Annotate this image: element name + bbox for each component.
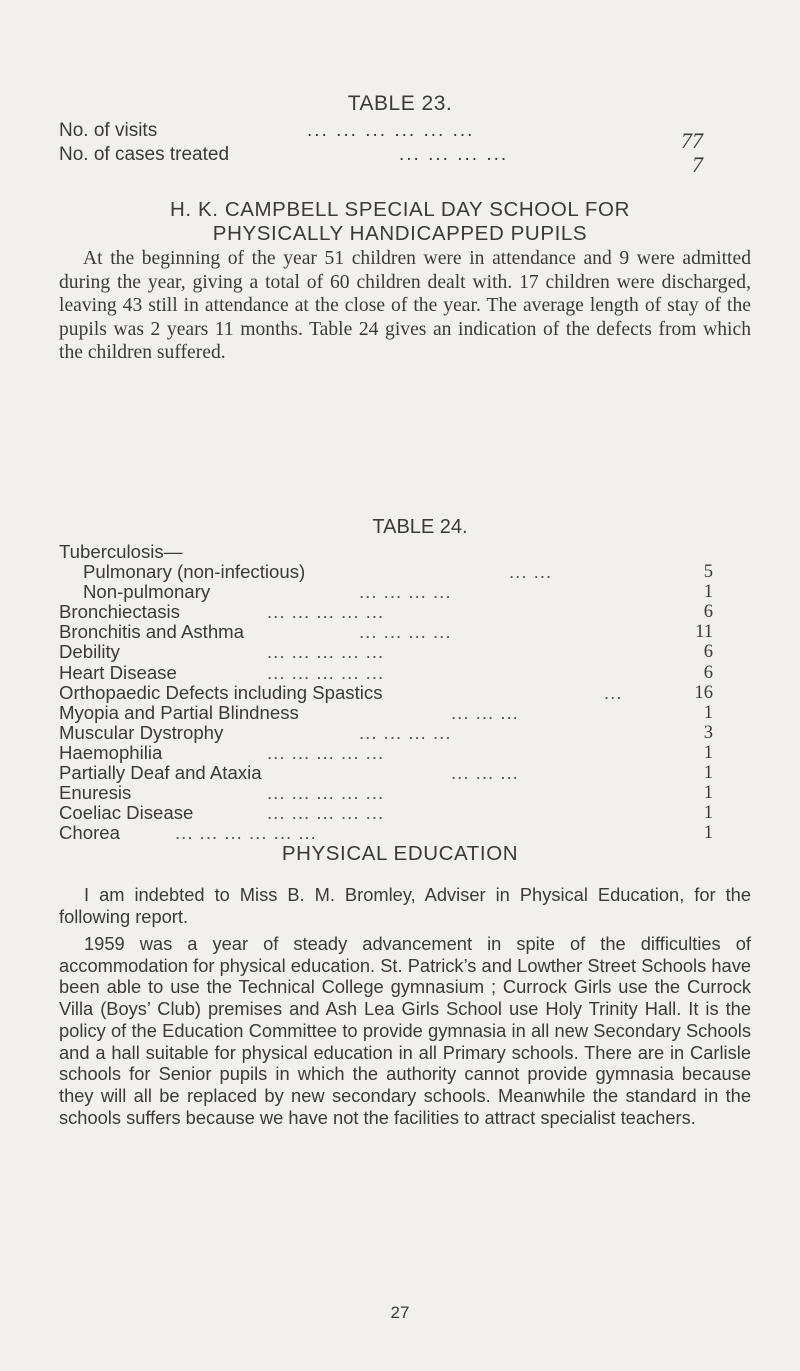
table-24-row	[59, 622, 749, 642]
leader-dots: ... ... ... ... ... ...	[307, 120, 475, 141]
table-24-row	[59, 602, 749, 622]
leader-dots: ... ... ... ... ... ...	[175, 822, 317, 844]
leader-dots: ... ... ...	[451, 701, 519, 723]
leader-dots: ... ... ... ...	[399, 144, 509, 165]
row-label: Tuberculosis—	[59, 541, 183, 562]
physical-education-heading: PHYSICAL EDUCATION	[281, 842, 519, 865]
table-24-row	[59, 763, 749, 783]
row-label: Orthopaedic Defects including Spastics	[59, 681, 383, 703]
table-23-title: TABLE 23.	[347, 92, 453, 115]
table-24-row	[59, 642, 749, 662]
row-label: Bronchiectasis	[59, 601, 180, 623]
row-value: 6	[703, 641, 713, 663]
table-24	[59, 542, 749, 843]
row-value: 6	[703, 661, 713, 683]
row-value: 1	[703, 581, 713, 603]
table-24-row	[59, 703, 749, 723]
leader-dots: ...	[604, 681, 623, 703]
row-label: Haemophilia	[59, 741, 163, 763]
row-value: 1	[703, 802, 713, 824]
row-value: 7	[692, 152, 703, 177]
row-label: No. of cases treated	[59, 144, 230, 165]
school-heading-line2: PHYSICALLY HANDICAPPED PUPILS	[212, 222, 588, 245]
row-label: Myopia and Partial Blindness	[59, 701, 299, 723]
table-24-row	[59, 743, 749, 763]
row-value: 16	[694, 681, 713, 703]
row-label: Enuresis	[59, 782, 132, 804]
leader-dots: ... ... ... ... ...	[267, 661, 385, 683]
row-label: Partially Deaf and Ataxia	[59, 762, 262, 784]
table-24-row	[59, 683, 749, 703]
row-label: Muscular Dystrophy	[59, 721, 224, 743]
row-value: 77	[681, 128, 703, 153]
row-value: 5	[703, 561, 713, 583]
table-24-row	[59, 542, 749, 562]
row-label: Debility	[59, 641, 120, 663]
pe-paragraph-2: 1959 was a year of steady advancement in spite of the difficulties of accommodation for physical education. St. Patrick’s and Lowther Street Schools have been able to use the Technical College gymnasium ; Currock Girls use the Currock Villa (Boys’ Club) premises and Ash Lea Girls School use Holy Trinity Hall. It is the policy of the Education Committee to provide gymnasia in all new Secondary Schools and a hall suitable for physical education in all Primary schools. There are in Carlisle schools for Senior pupils in which the authority cannot provide gymnasia because they will all be replaced by new secondary schools. Meanwhile the standard in the schools suffers because we have not the facilities to attract specialist teachers.	[59, 933, 751, 1128]
table-24-title: TABLE 24.	[372, 516, 468, 538]
leader-dots: ... ... ... ... ...	[267, 802, 385, 824]
row-value: 3	[703, 721, 713, 743]
row-value: 1	[703, 782, 713, 804]
table-23-row-visits	[59, 120, 749, 153]
pe-paragraph-1: I am indebted to Miss B. M. Bromley, Adviser in Physical Education, for the following report.	[59, 884, 751, 927]
row-value: 11	[695, 621, 713, 643]
leader-dots: ... ... ...	[451, 762, 519, 784]
table-24-row	[59, 562, 749, 582]
leader-dots: ... ... ... ...	[359, 581, 452, 603]
row-label: Non-pulmonary	[83, 581, 211, 603]
leader-dots: ... ... ... ... ...	[267, 601, 385, 623]
leader-dots: ... ... ... ...	[359, 721, 452, 743]
row-value: 1	[703, 741, 713, 763]
table-24-row	[59, 582, 749, 602]
school-paragraph: At the beginning of the year 51 children were in attendance and 9 were admitted during the year, giving a total of 60 children dealt with. 17 children were discharged, leaving 43 still in attendance at the close of the year. The average length of stay of the pupils was 2 years 11 months. Table 24 gives an indication of the defects from which the children suffered.	[59, 248, 751, 363]
table-24-row	[59, 783, 749, 803]
row-value: 1	[703, 762, 713, 784]
row-label: Heart Disease	[59, 661, 177, 683]
table-24-row	[59, 803, 749, 823]
row-label: Bronchitis and Asthma	[59, 621, 245, 643]
row-label: No. of visits	[59, 120, 158, 141]
leader-dots: ... ... ... ... ...	[267, 641, 385, 663]
leader-dots: ... ... ... ...	[359, 621, 452, 643]
row-label: Chorea	[59, 822, 120, 844]
table-23-row-cases	[59, 144, 749, 177]
row-value: 6	[703, 601, 713, 623]
table-24-row	[59, 723, 749, 743]
table-24-row	[59, 663, 749, 683]
row-label: Pulmonary (non-infectious)	[83, 561, 306, 583]
row-label: Coeliac Disease	[59, 802, 194, 824]
leader-dots: ... ... ... ... ...	[267, 782, 385, 804]
leader-dots: ... ... ... ... ...	[267, 741, 385, 763]
row-value: 1	[703, 701, 713, 723]
school-heading-line1: H. K. CAMPBELL SPECIAL DAY SCHOOL FOR	[169, 198, 631, 221]
leader-dots: ... ...	[509, 561, 553, 583]
row-value: 1	[703, 822, 713, 844]
table-24-row	[59, 823, 749, 843]
page-number: 27	[390, 1303, 410, 1322]
